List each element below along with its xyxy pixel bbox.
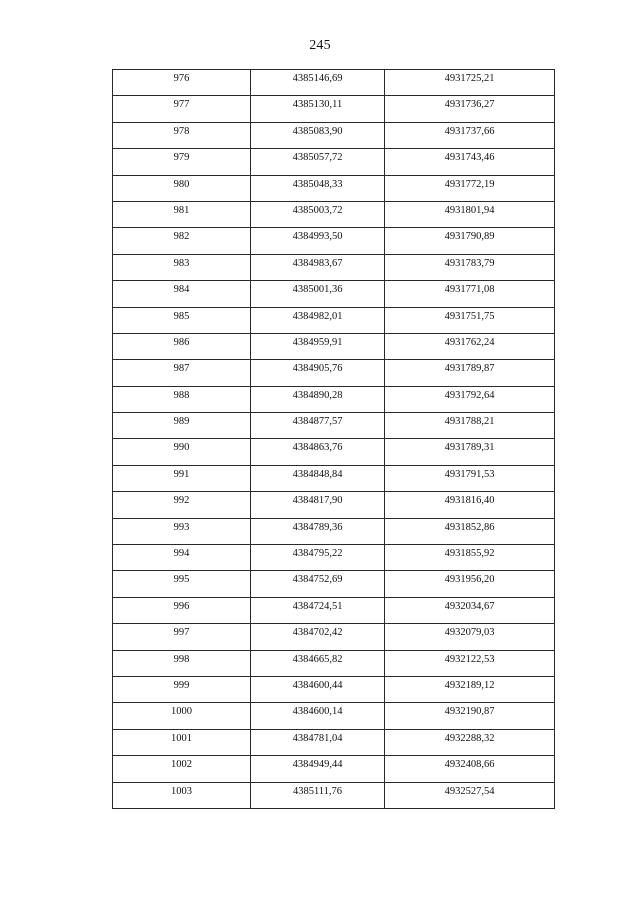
y-coordinate-cell: 4931725,21 (385, 70, 555, 96)
y-coordinate-cell: 4931791,53 (385, 465, 555, 491)
point-number-cell: 982 (113, 228, 251, 254)
point-number-cell: 989 (113, 413, 251, 439)
y-coordinate-cell: 4931801,94 (385, 201, 555, 227)
x-coordinate-cell: 4385003,72 (251, 201, 385, 227)
x-coordinate-cell: 4384905,76 (251, 360, 385, 386)
x-coordinate-cell: 4384983,67 (251, 254, 385, 280)
table-row (113, 307, 555, 333)
point-number-cell: 987 (113, 360, 251, 386)
point-number-cell: 991 (113, 465, 251, 491)
point-number-cell: 1002 (113, 756, 251, 782)
x-coordinate-cell: 4385048,33 (251, 175, 385, 201)
x-coordinate-cell: 4385111,76 (251, 782, 385, 808)
point-number-cell: 979 (113, 149, 251, 175)
y-coordinate-cell: 4931788,21 (385, 413, 555, 439)
x-coordinate-cell: 4385001,36 (251, 281, 385, 307)
y-coordinate-cell: 4931771,08 (385, 281, 555, 307)
coordinates-table (112, 69, 555, 809)
table-row (113, 70, 555, 96)
table-row (113, 624, 555, 650)
y-coordinate-cell: 4932079,03 (385, 624, 555, 650)
table-row (113, 149, 555, 175)
table-row (113, 518, 555, 544)
x-coordinate-cell: 4384949,44 (251, 756, 385, 782)
point-number-cell: 983 (113, 254, 251, 280)
table-row (113, 413, 555, 439)
y-coordinate-cell: 4931792,64 (385, 386, 555, 412)
point-number-cell: 981 (113, 201, 251, 227)
x-coordinate-cell: 4385130,11 (251, 96, 385, 122)
x-coordinate-cell: 4385057,72 (251, 149, 385, 175)
x-coordinate-cell: 4384665,82 (251, 650, 385, 676)
x-coordinate-cell: 4384702,42 (251, 624, 385, 650)
point-number-cell: 976 (113, 70, 251, 96)
y-coordinate-cell: 4931751,75 (385, 307, 555, 333)
table-row (113, 175, 555, 201)
y-coordinate-cell: 4931743,46 (385, 149, 555, 175)
y-coordinate-cell: 4931783,79 (385, 254, 555, 280)
point-number-cell: 995 (113, 571, 251, 597)
table-row (113, 782, 555, 808)
page-number: 245 (309, 38, 331, 53)
x-coordinate-cell: 4384600,14 (251, 703, 385, 729)
x-coordinate-cell: 4384848,84 (251, 465, 385, 491)
point-number-cell: 986 (113, 333, 251, 359)
coordinates-table-body (113, 70, 555, 809)
y-coordinate-cell: 4931789,87 (385, 360, 555, 386)
x-coordinate-cell: 4384795,22 (251, 545, 385, 571)
x-coordinate-cell: 4384863,76 (251, 439, 385, 465)
y-coordinate-cell: 4932122,53 (385, 650, 555, 676)
x-coordinate-cell: 4384982,01 (251, 307, 385, 333)
table-row (113, 96, 555, 122)
table-row (113, 756, 555, 782)
table-row (113, 545, 555, 571)
y-coordinate-cell: 4931816,40 (385, 492, 555, 518)
table-row (113, 228, 555, 254)
y-coordinate-cell: 4931772,19 (385, 175, 555, 201)
x-coordinate-cell: 4385083,90 (251, 122, 385, 148)
x-coordinate-cell: 4384959,91 (251, 333, 385, 359)
y-coordinate-cell: 4931855,92 (385, 545, 555, 571)
y-coordinate-cell: 4932288,32 (385, 729, 555, 755)
point-number-cell: 990 (113, 439, 251, 465)
point-number-cell: 996 (113, 597, 251, 623)
point-number-cell: 993 (113, 518, 251, 544)
table-row (113, 597, 555, 623)
y-coordinate-cell: 4931762,24 (385, 333, 555, 359)
x-coordinate-cell: 4384817,90 (251, 492, 385, 518)
table-row (113, 703, 555, 729)
x-coordinate-cell: 4385146,69 (251, 70, 385, 96)
table-row (113, 650, 555, 676)
y-coordinate-cell: 4932408,66 (385, 756, 555, 782)
table-row (113, 571, 555, 597)
x-coordinate-cell: 4384877,57 (251, 413, 385, 439)
point-number-cell: 998 (113, 650, 251, 676)
point-number-cell: 1000 (113, 703, 251, 729)
y-coordinate-cell: 4931789,31 (385, 439, 555, 465)
y-coordinate-cell: 4931956,20 (385, 571, 555, 597)
point-number-cell: 994 (113, 545, 251, 571)
point-number-cell: 988 (113, 386, 251, 412)
x-coordinate-cell: 4384781,04 (251, 729, 385, 755)
table-row (113, 465, 555, 491)
x-coordinate-cell: 4384752,69 (251, 571, 385, 597)
y-coordinate-cell: 4932034,67 (385, 597, 555, 623)
point-number-cell: 1003 (113, 782, 251, 808)
y-coordinate-cell: 4932189,12 (385, 676, 555, 702)
point-number-cell: 977 (113, 96, 251, 122)
y-coordinate-cell: 4931737,66 (385, 122, 555, 148)
point-number-cell: 980 (113, 175, 251, 201)
table-row (113, 360, 555, 386)
point-number-cell: 984 (113, 281, 251, 307)
table-row (113, 122, 555, 148)
x-coordinate-cell: 4384724,51 (251, 597, 385, 623)
point-number-cell: 997 (113, 624, 251, 650)
point-number-cell: 985 (113, 307, 251, 333)
table-row (113, 729, 555, 755)
y-coordinate-cell: 4931790,89 (385, 228, 555, 254)
x-coordinate-cell: 4384890,28 (251, 386, 385, 412)
table-row (113, 333, 555, 359)
x-coordinate-cell: 4384789,36 (251, 518, 385, 544)
table-row (113, 254, 555, 280)
table-row (113, 439, 555, 465)
y-coordinate-cell: 4932527,54 (385, 782, 555, 808)
point-number-cell: 1001 (113, 729, 251, 755)
point-number-cell: 992 (113, 492, 251, 518)
x-coordinate-cell: 4384993,50 (251, 228, 385, 254)
table-row (113, 386, 555, 412)
y-coordinate-cell: 4932190,87 (385, 703, 555, 729)
table-row (113, 281, 555, 307)
y-coordinate-cell: 4931852,86 (385, 518, 555, 544)
table-row (113, 676, 555, 702)
point-number-cell: 978 (113, 122, 251, 148)
x-coordinate-cell: 4384600,44 (251, 676, 385, 702)
y-coordinate-cell: 4931736,27 (385, 96, 555, 122)
table-row (113, 201, 555, 227)
point-number-cell: 999 (113, 676, 251, 702)
table-row (113, 492, 555, 518)
